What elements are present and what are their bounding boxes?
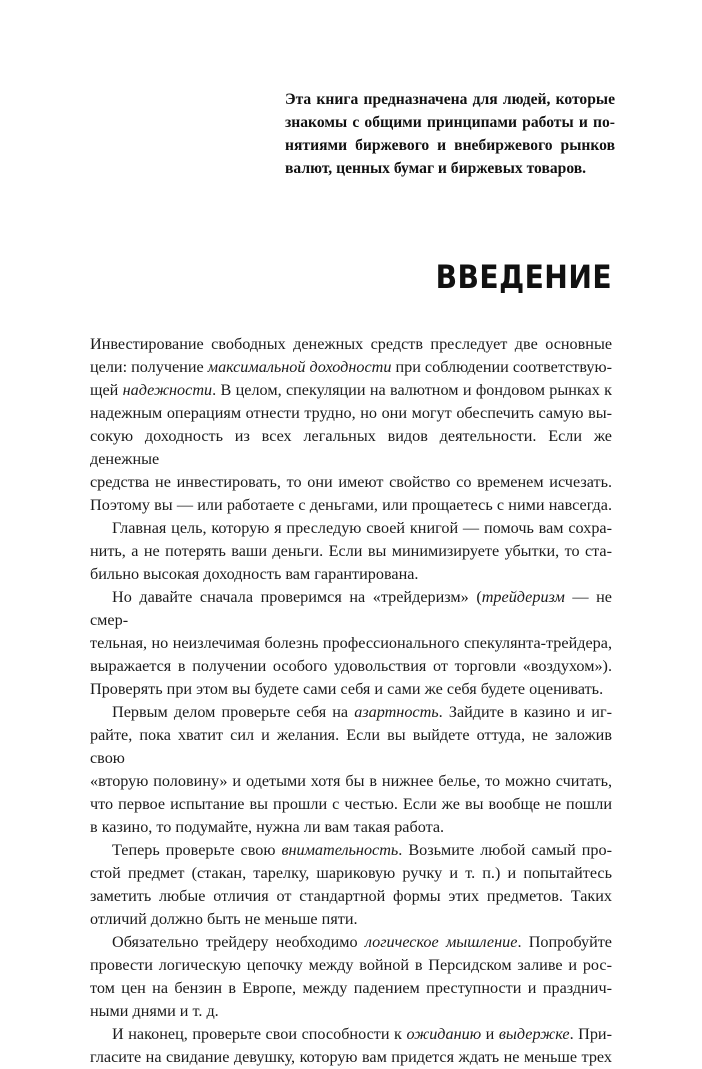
body-line: стой предмет (стакан, тарелку, шариковую ручку и т. п.) и попытайтесь <box>90 864 612 882</box>
body-line: Главная цель, которую я преследую своей книгой — помочь вам сохра- <box>112 519 612 537</box>
body-line: Первым делом проверьте себя на азартность. Зайдите в казино и иг- <box>112 703 613 721</box>
body-line: бильно высокая доходность вам гарантирована. <box>90 565 419 583</box>
epigraph-note <box>285 88 615 180</box>
body-line: выражается в получении особого удовольствия от торговли «воздухом»). <box>90 657 612 675</box>
body-line: Проверять при этом вы будете сами себя и сами же себя будете оценивать. <box>90 680 604 698</box>
body-line: щей надежности. В целом, спекуляции на валютном и фондовом рынках к <box>90 381 613 399</box>
body-line: в казино, то подумайте, нужна ли вам такая работа. <box>90 818 445 836</box>
body-line: Но давайте сначала проверимся на «трейдеризм» (трейдеризм — не смер- <box>90 588 612 629</box>
epigraph-line: нятиями биржевого и внебиржевого рынков <box>285 137 615 154</box>
body-line: И наконец, проверьте свои способности к ожиданию и выдержке. При- <box>112 1025 612 1043</box>
body-line: Теперь проверьте свою внимательность. Возьмите любой самый про- <box>112 841 613 859</box>
epigraph-line: валют, ценных бумаг и биржевых товаров. <box>285 160 587 177</box>
chapter-heading: ВВЕДЕНИЕ <box>435 258 612 296</box>
body-line: гласите на свидание девушку, которую вам придется ждать не меньше трех <box>90 1048 612 1066</box>
body-line: тельная, но неизлечимая болезнь профессионального спекулянта-трейдера, <box>90 634 612 652</box>
epigraph-line: Эта книга предназначена для людей, которые <box>285 91 615 108</box>
body-line: Поэтому вы — или работаете с деньгами, или прощаетесь с ними навсегда. <box>90 496 612 514</box>
body-line: Обязательно трейдеру необходимо логическое мышление. Попробуйте <box>112 933 612 951</box>
body-line: надежным операциям отнести трудно, но они могут обеспечить самую вы- <box>90 404 612 422</box>
body-line: том цен на бензин в Европе, между падением преступности и празднич- <box>90 979 612 997</box>
body-line: отличий должно быть не меньше пяти. <box>90 910 358 928</box>
body-line: «вторую половину» и одетыми хотя бы в нижнее белье, то можно считать, <box>90 772 612 790</box>
body-line: что первое испытание вы прошли с честью. Если же вы вообще не пошли <box>90 795 612 813</box>
body-line: средства не инвестировать, то они имеют свойство со временем исчезать. <box>90 473 612 491</box>
body-text <box>90 333 612 1069</box>
body-line: сокую доходность из всех легальных видов деятельности. Если же денежные <box>90 427 612 468</box>
body-line: ными днями и т. д. <box>90 1002 219 1020</box>
body-line: райте, пока хватит сил и желания. Если вы выйдете оттуда, не заложив свою <box>90 726 612 767</box>
body-line: Инвестирование свободных денежных средств преследует две основные <box>90 335 612 353</box>
body-line: заметить любые отличия от стандартной формы этих предметов. Таких <box>90 887 612 905</box>
body-line: провести логическую цепочку между войной в Персидском заливе и рос- <box>90 956 612 974</box>
body-line: нить, а не потерять ваши деньги. Если вы минимизируете убытки, то ста- <box>90 542 612 560</box>
body-line: цели: получение максимальной доходности при соблюдении соответствую- <box>90 358 613 376</box>
epigraph-line: знакомы с общими принципами работы и по- <box>285 114 615 131</box>
